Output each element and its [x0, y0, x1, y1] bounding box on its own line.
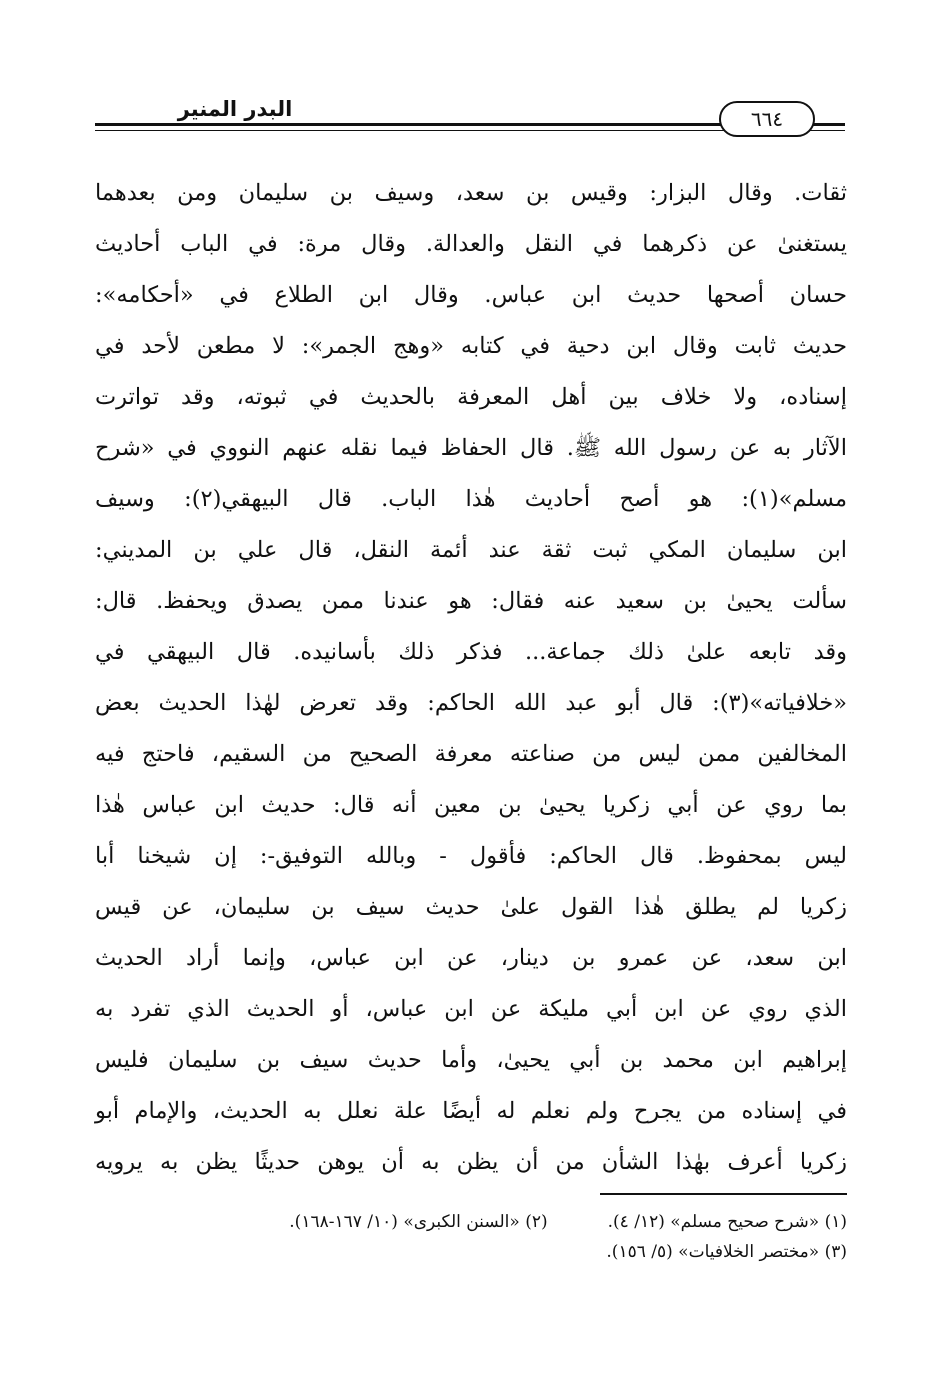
footnote-row [95, 1237, 847, 1267]
footnote-2: (٢) «السنن الكبرى» (١٠/ ١٦٧-١٦٨). [289, 1212, 548, 1232]
footnote-row [95, 1207, 847, 1237]
page-header [95, 95, 845, 135]
main-text [95, 168, 847, 1188]
footnote-separator [600, 1193, 847, 1195]
text-line: ابن سعد، عن عمرو بن دينار، عن ابن عباس، وإنما أراد الحديث [95, 945, 847, 971]
text-line: زكريا لم يطلق هٰذا القول علىٰ حديث سيف بن سليمان، عن قيس [95, 894, 847, 920]
text-line: سألت يحيىٰ بن سعيد عنه فقال: هو عندنا ممن يصدق ويحفظ. قال: [95, 588, 847, 614]
book-title: البدر المنير [177, 97, 293, 121]
text-line: الآثار به عن رسول الله ﷺ. قال الحفاظ فيما نقله عنهم النووي في «شرح [95, 435, 847, 461]
footnote-1: (١) «شرح صحيح مسلم» (١٢/ ٤). [607, 1212, 847, 1232]
text-line: ابن سليمان المكي ثبت ثقة عند أئمة النقل، قال علي بن المديني: [95, 537, 847, 563]
text-line: إبراهيم ابن محمد بن أبي يحيىٰ، وأما حديث سيف بن سليمان فليس [95, 1047, 847, 1073]
footnotes [95, 1207, 847, 1267]
text-line: بما روي عن أبي زكريا يحيىٰ بن معين أنه قال: حديث ابن عباس هٰذا [95, 792, 847, 818]
text-line: زكريا أعرف بهٰذا الشأن من أن يظن به أن يوهن حديثًا يظن به يرويه [95, 1149, 847, 1175]
text-line: ثقات. وقال البزار: وقيس بن سعد، وسيف بن سليمان ومن بعدهما [95, 180, 847, 206]
text-line: المخالفين ممن ليس من صناعته معرفة الصحيح من السقيم، فاحتج فيه [95, 741, 847, 767]
text-line: حديث ثابت وقال ابن دحية في كتابه «وهج الجمر»: لا مطعن لأحد في [95, 333, 847, 359]
text-line: «خلافياته»(٣): قال أبو عبد الله الحاكم: وقد تعرض لهٰذا الحديث بعض [95, 690, 847, 716]
text-line: وقد تابعه علىٰ ذلك جماعة... فذكر ذلك بأسانيده. قال البيهقي في [95, 639, 847, 665]
text-line: يستغنىٰ عن ذكرهما في النقل والعدالة. وقال مرة: في الباب أحاديث [95, 231, 847, 257]
text-line: إسناده، ولا خلاف بين أهل المعرفة بالحديث في ثبوته، وقد تواترت [95, 384, 847, 410]
text-line: حسان أصحها حديث ابن عباس. وقال ابن الطلاع في «أحكامه»: [95, 282, 847, 308]
text-line: ليس بمحفوظ. قال الحاكم: فأقول - وبالله التوفيق-: إن شيخنا أبا [95, 843, 847, 869]
text-line: مسلم»(١): هو أصح أحاديث هٰذا الباب. قال البيهقي(٢): وسيف [95, 486, 848, 512]
footnote-3: (٣) «مختصر الخلافيات» (٥/ ١٥٦). [606, 1242, 847, 1262]
text-line: في إسناده من يجرح ولم نعلم له أيضًا علة نعلل به الحديث، والإمام أبو [95, 1098, 847, 1124]
text-line: الذي روي عن ابن أبي مليكة عن ابن عباس، أو الحديث الذي تفرد به [95, 996, 847, 1022]
page-number: ٦٦٤ [719, 101, 815, 137]
